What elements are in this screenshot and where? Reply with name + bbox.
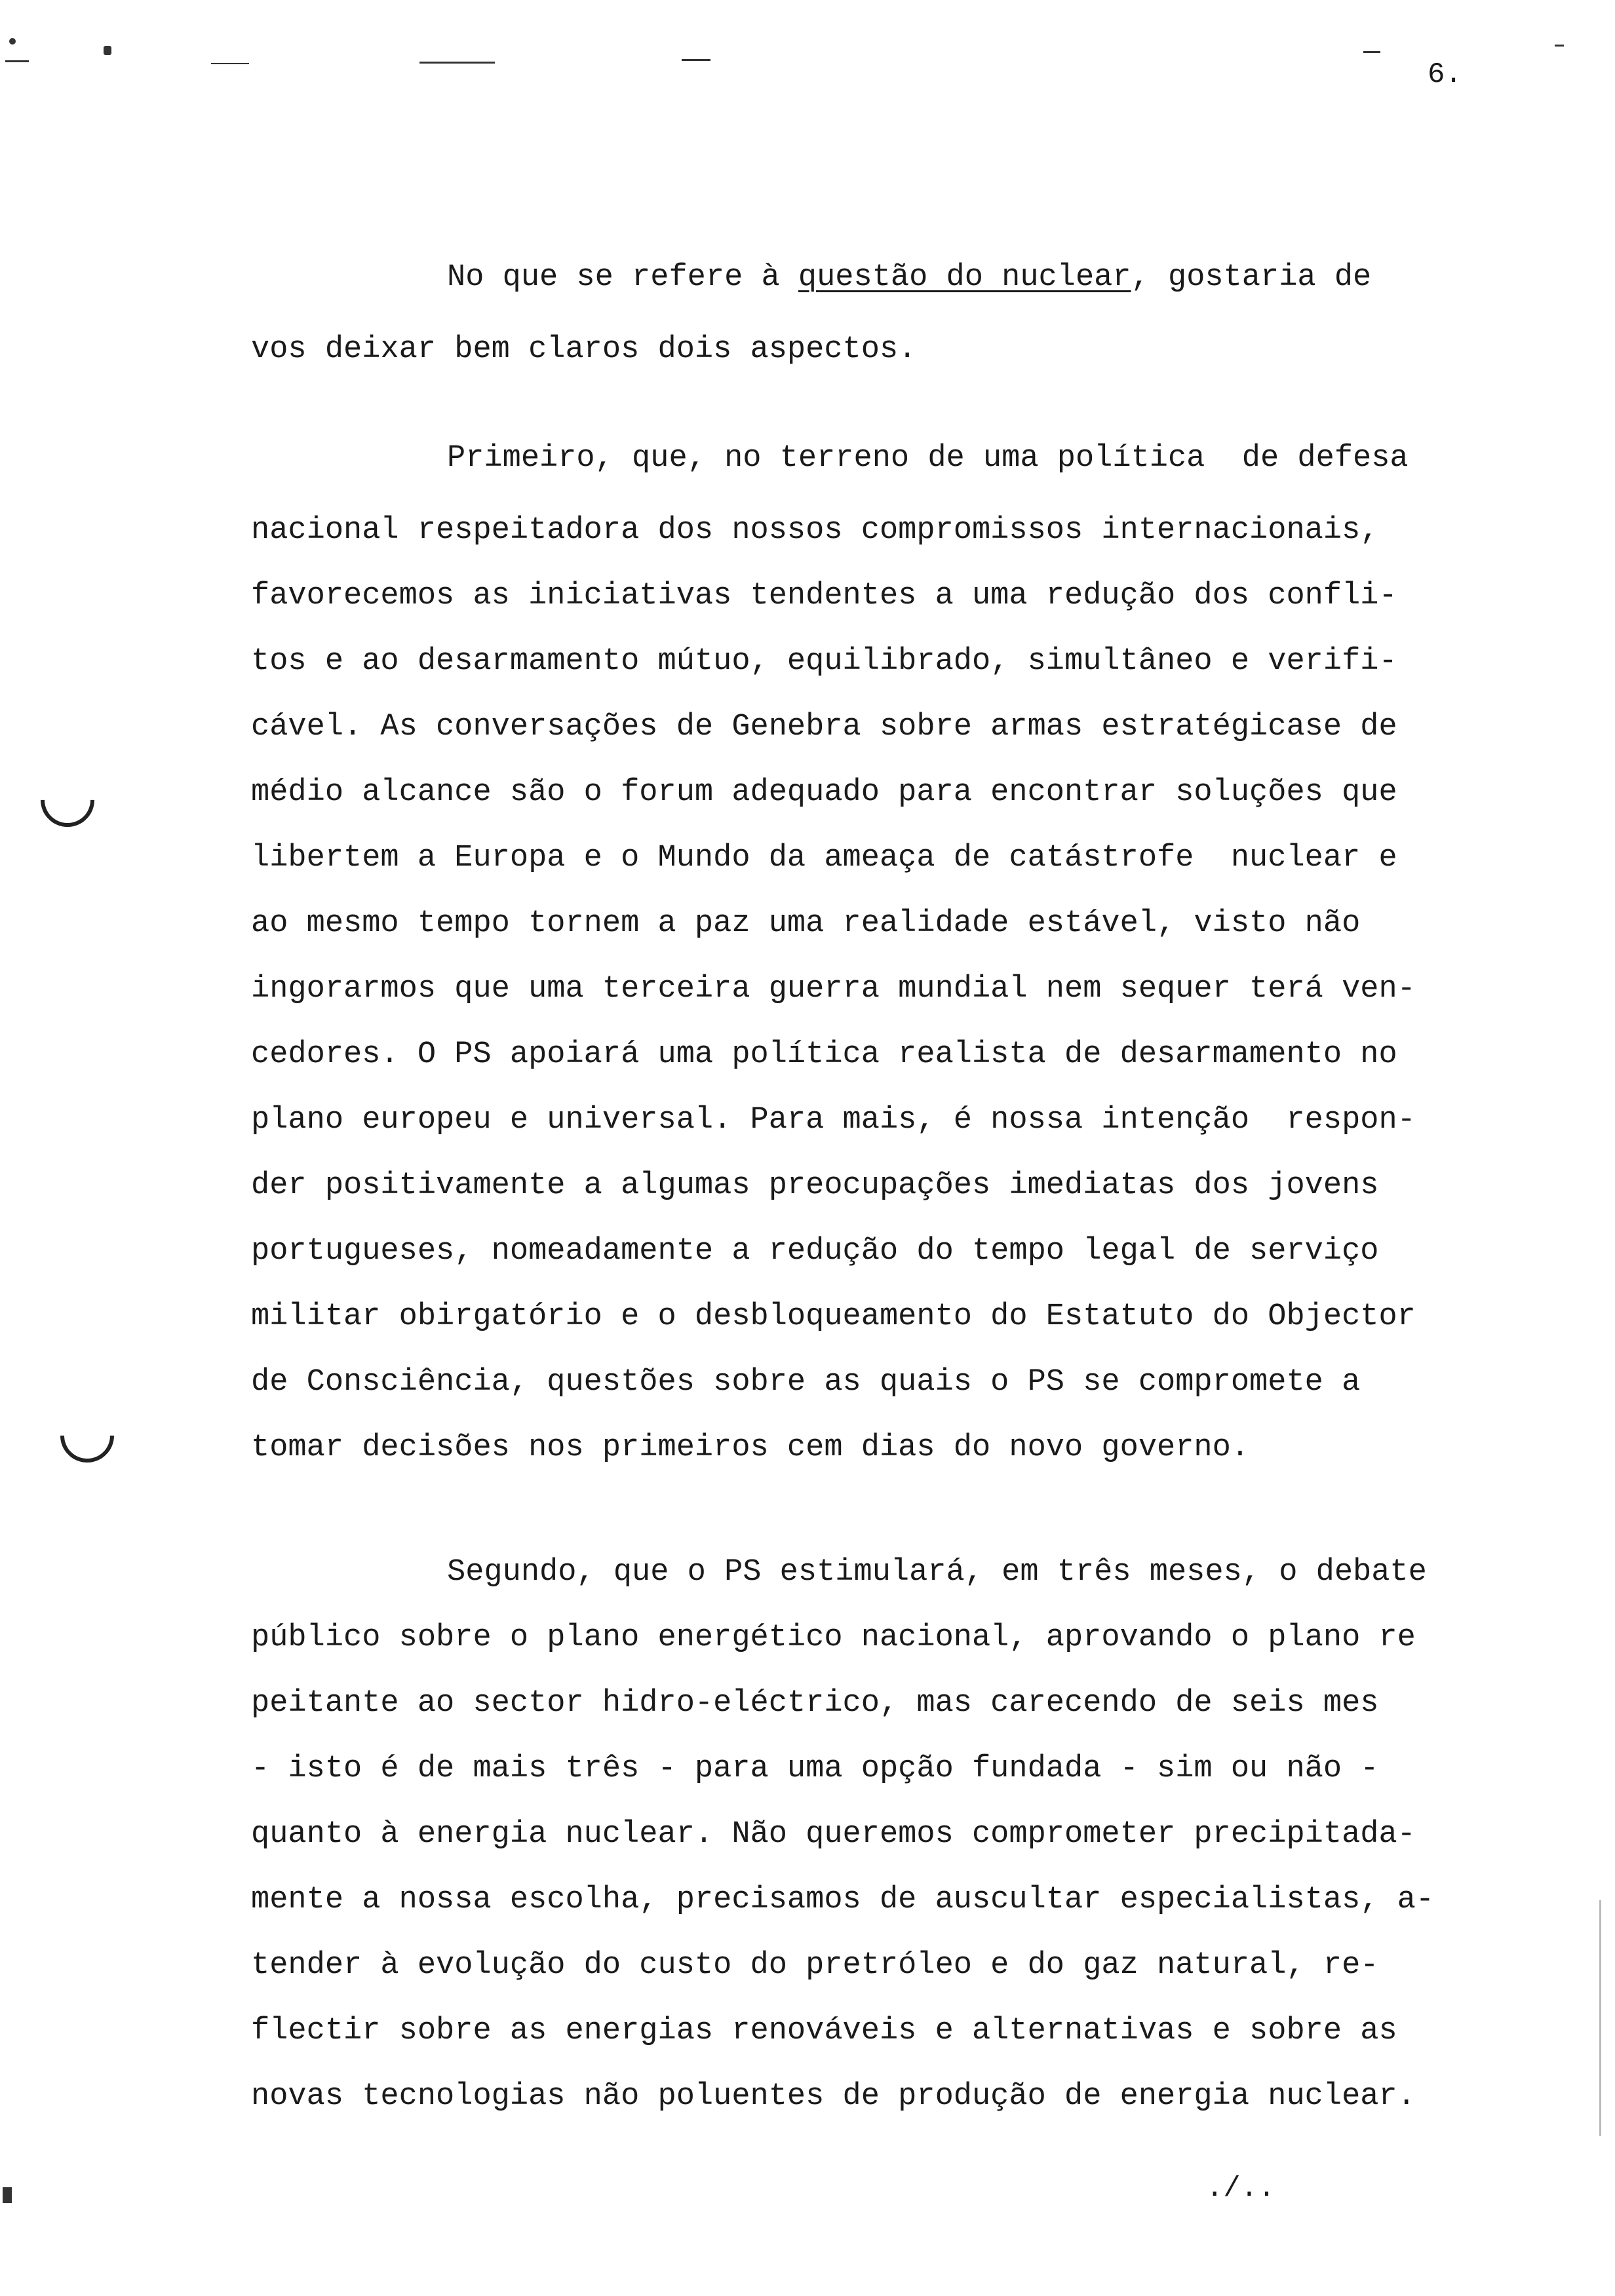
margin-pencil-mark xyxy=(29,762,106,838)
underlined-phrase: questão do nuclear xyxy=(798,260,1131,295)
scan-edge-line xyxy=(1599,1900,1601,2136)
scan-dash xyxy=(419,62,495,64)
scan-dash xyxy=(1363,51,1380,53)
text-line: tomar decisões nos primeiros cem dias do novo governo. xyxy=(251,1430,1250,1465)
scan-dash xyxy=(682,59,710,61)
margin-pencil-mark xyxy=(49,1398,125,1474)
text-line: tender à evolução do custo do pretróleo e do gaz natural, re- xyxy=(251,1948,1379,1983)
scan-speck xyxy=(9,38,16,45)
scan-speck xyxy=(104,46,111,55)
text-line: nacional respeitadora dos nossos compromissos internacionais, xyxy=(251,513,1379,548)
continuation-mark: ./.. xyxy=(1206,2172,1275,2205)
page-number: 6. xyxy=(1428,58,1462,91)
text-line: quanto à energia nuclear. Não queremos comprometer precipitada- xyxy=(251,1817,1416,1852)
text-line: ingorarmos que uma terceira guerra mundial nem sequer terá ven- xyxy=(251,972,1416,1006)
text-line: portugueses, nomeadamente a redução do tempo legal de serviço xyxy=(251,1234,1379,1269)
text-line: - isto é de mais três - para uma opção fundada - sim ou não - xyxy=(251,1751,1379,1786)
text-line: libertem a Europa e o Mundo da ameaça de catástrofe nuclear e xyxy=(251,841,1397,875)
text-line: tos e ao desarmamento mútuo, equilibrado, simultâneo e verifi- xyxy=(251,644,1397,679)
text-line: novas tecnologias não poluentes de produção de energia nuclear. xyxy=(251,2079,1416,2114)
text-line: plano europeu e universal. Para mais, é nossa intenção respon- xyxy=(251,1103,1416,1138)
text-line: vos deixar bem claros dois aspectos. xyxy=(251,332,917,367)
text-line: médio alcance são o forum adequado para encontrar soluções que xyxy=(251,775,1397,810)
scan-speck xyxy=(3,2187,12,2203)
text-line: militar obirgatório e o desbloqueamento do Estatuto do Objector xyxy=(251,1299,1416,1334)
scan-dash xyxy=(5,60,29,62)
text-line: cável. As conversações de Genebra sobre armas estratégicase de xyxy=(251,710,1397,744)
text-line: peitante ao sector hidro-eléctrico, mas carecendo de seis mes xyxy=(251,1686,1379,1721)
text-line: favorecemos as iniciativas tendentes a uma redução dos confli- xyxy=(251,579,1397,613)
text-line: No que se refere à questão do nuclear, gostaria de xyxy=(447,260,1372,295)
text-line: Segundo, que o PS estimulará, em três meses, o debate xyxy=(447,1555,1427,1590)
text-line: de Consciência, questões sobre as quais o PS se compromete a xyxy=(251,1365,1361,1400)
text-line: mente a nossa escolha, precisamos de auscultar especialistas, a- xyxy=(251,1883,1435,1917)
scan-dash xyxy=(211,63,249,64)
text-line: der positivamente a algumas preocupações imediatas dos jovens xyxy=(251,1168,1379,1203)
text-line: cedores. O PS apoiará uma política realista de desarmamento no xyxy=(251,1037,1397,1072)
text-line: ao mesmo tempo tornem a paz uma realidade estável, visto não xyxy=(251,906,1361,941)
text-line: Primeiro, que, no terreno de uma política de defesa xyxy=(447,441,1409,476)
scan-dash xyxy=(1555,45,1564,47)
text-line: flectir sobre as energias renováveis e alternativas e sobre as xyxy=(251,2014,1397,2048)
text-line: público sobre o plano energético nacional, aprovando o plano re xyxy=(251,1620,1416,1655)
